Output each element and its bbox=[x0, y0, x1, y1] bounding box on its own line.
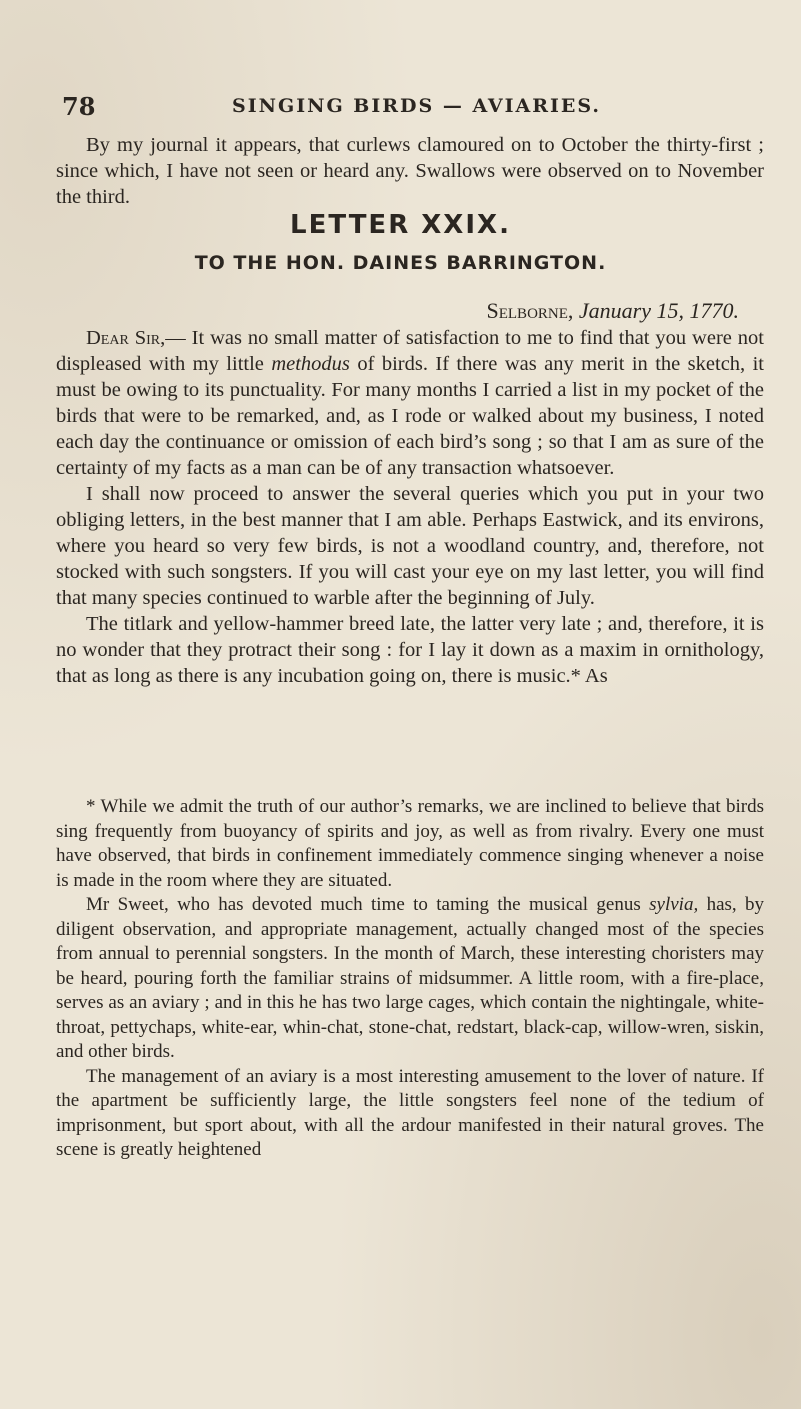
letter-paragraph-2: I shall now proceed to answer the several queries which you put in your two obliging letters, in the best manner that I am able. Perhaps Eastwick, and its environs, where you heard so very few birds, is not a woodland country, and, therefore, not stocked with such songsters. If you will cast your eye on my last letter, you will find that many species continued to warble after the beginning of July. bbox=[56, 483, 764, 609]
footnote-paragraph-1: * While we admit the truth of our author’s remarks, we are inclined to believe that birds sing frequently from buoyancy of spirits and joy, as well as from rivalry. Every one must have observed, that birds in confinement immediately commence singing whenever a noise is made in the room where they are situated. bbox=[56, 796, 764, 891]
footnote-paragraph-2 bbox=[56, 893, 764, 1065]
footnote-2-after-italic: has, by diligent observation, and appropriate management, actually changed most of the species from annual to perennial songsters. In the month of March, these interesting choristers may be heard, pouring forth the familiar strains of midsummer. A little room, with a fire-place, serves as an aviary ; and in this he has two large cages, which contain the nightingale, white-throat, pettychaps, white-ear, whin-chat, stone-chat, redstart, black-cap, willow-wren, siskin, and other birds. bbox=[56, 894, 765, 1062]
letter-paragraph-1 bbox=[56, 325, 764, 481]
dateline-date: January 15, 1770. bbox=[578, 298, 739, 323]
footnote-paragraph-3: The management of an aviary is a most interesting amusement to the lover of nature. If the apartment be sufficiently large, the little songsters feel none of the tedium of imprisonment, but sport about, with all the ardour manifested in their natural groves. The scene is greatly heightened bbox=[56, 1065, 764, 1160]
letter-title: LETTER XXIX. bbox=[290, 210, 511, 240]
footnote-2-italic: sylvia, bbox=[649, 894, 699, 915]
opening-paragraph-block bbox=[56, 132, 764, 210]
dateline-place: Selborne, bbox=[486, 298, 574, 323]
paragraph-1-italic: methodus bbox=[271, 353, 350, 375]
footnote-2-before-italic: Mr Sweet, who has devoted much time to taming the musical genus bbox=[86, 894, 650, 915]
letter-paragraph-3: The titlark and yellow-hammer breed late, the latter very late ; and, therefore, it is no wonder that they protract their song : for I lay it down as a maxim in ornithology, that as long as there is any incubation going on, there is music.* As bbox=[56, 613, 764, 687]
letter-body bbox=[56, 325, 764, 689]
paragraph-1-before-italic: — It was no small matter of satisfaction to me to find that you were not displeased with my little bbox=[56, 327, 764, 375]
page-number: 78 bbox=[62, 92, 96, 121]
letter-dateline bbox=[487, 298, 740, 324]
letter-addressee: TO THE HON. DAINES BARRINGTON. bbox=[194, 252, 607, 274]
footnote bbox=[56, 795, 764, 1163]
paragraph-1-after-italic: of birds. If there was any merit in the sketch, it must be owing to its punctuality. For many months I carried a list in my pocket of the birds that were to be remarked, and, as I rode or walked about my business, I noted each day the continuance or omission of each bird’s song ; so that I am as sure of the certainty of my facts as a man can be of any transaction whatsoever. bbox=[56, 353, 764, 479]
running-head: SINGING BIRDS — AVIARIES. bbox=[232, 95, 602, 117]
opening-paragraph: By my journal it appears, that curlews clamoured on to October the thirty-first ; since which, I have not seen or heard any. Swallows were observed on to November the third. bbox=[56, 134, 764, 208]
salutation: Dear Sir, bbox=[86, 327, 166, 349]
page-header bbox=[62, 92, 762, 122]
